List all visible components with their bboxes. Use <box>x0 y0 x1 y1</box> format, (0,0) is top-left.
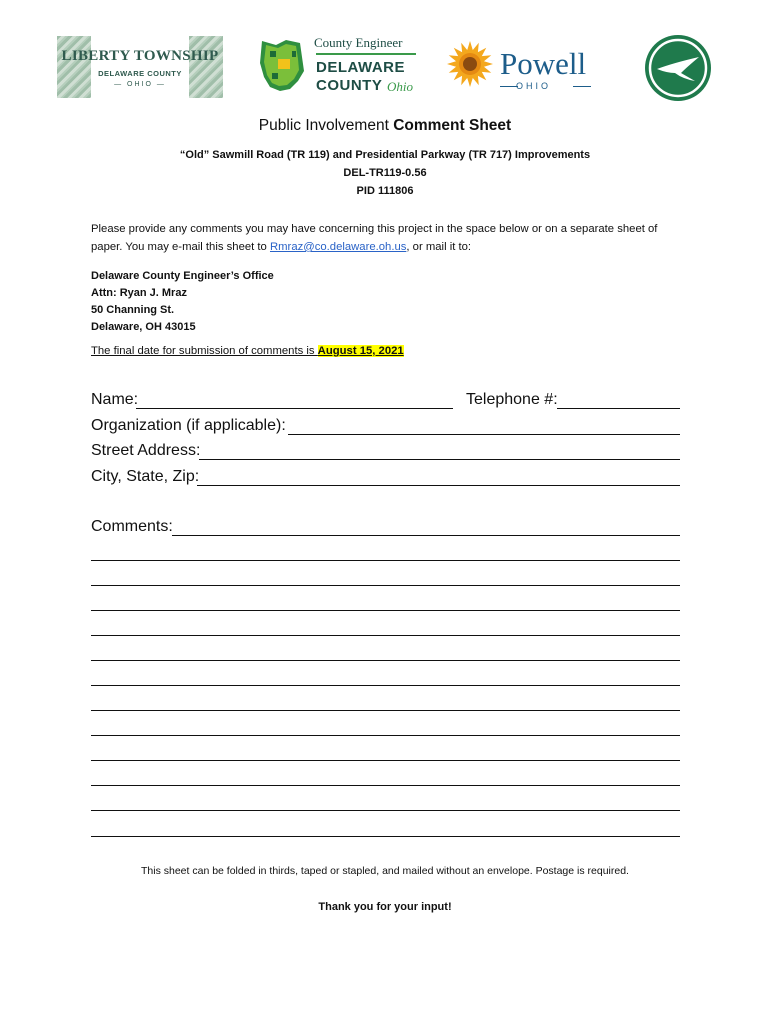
page-title <box>0 117 770 135</box>
tree-icon <box>189 36 223 98</box>
deadline-date: August 15, 2021 <box>317 345 404 357</box>
intro-text-end: , or mail it to: <box>406 241 472 253</box>
deadline-notice <box>91 345 404 357</box>
intro-paragraph <box>91 220 691 256</box>
deadline-text: The final date for submission of comments is <box>91 345 318 357</box>
comment-line[interactable] <box>91 836 680 837</box>
comment-line[interactable] <box>91 610 680 611</box>
comments-field[interactable] <box>172 535 680 536</box>
comment-line[interactable] <box>91 810 680 811</box>
liberty-logo-county: DELAWARE COUNTY <box>98 69 182 78</box>
address-line-attn: Attn: Ryan J. Mraz <box>91 287 187 299</box>
intro-text: Please provide any comments you may have concerning this project in the space below or on a separate sheet of paper. You may e-mail this sheet to <box>91 223 658 253</box>
thank-you-note: Thank you for your input! <box>318 901 452 913</box>
comment-line[interactable] <box>91 660 680 661</box>
title-regular: Public Involvement <box>258 117 394 134</box>
liberty-township-logo <box>57 36 223 98</box>
ohio-map-icon <box>256 37 308 93</box>
sunflower-icon <box>446 40 494 88</box>
comment-line[interactable] <box>91 785 680 786</box>
comment-line[interactable] <box>91 710 680 711</box>
mailing-note: This sheet can be folded in thirds, taped or stapled, and mailed without an envelope. Postage is required. <box>141 865 629 877</box>
comments-label: Comments: <box>91 518 173 535</box>
divider <box>573 86 591 87</box>
county-engineer-logo <box>256 35 420 97</box>
powell-logo-state: OHIO <box>516 81 552 91</box>
organization-field[interactable] <box>288 434 680 435</box>
comment-line[interactable] <box>91 635 680 636</box>
project-pid: PID 111806 <box>356 185 414 197</box>
organization-label: Organization (if applicable): <box>91 417 286 434</box>
liberty-logo-state: — OHIO — <box>114 81 166 88</box>
address-line-office: Delaware County Engineer’s Office <box>91 270 274 282</box>
comment-line[interactable] <box>91 760 680 761</box>
mailing-address <box>91 268 274 336</box>
odot-logo <box>643 33 713 103</box>
telephone-field[interactable] <box>557 408 680 409</box>
county-engineer-line2: COUNTY <box>316 77 383 94</box>
telephone-label: Telephone #: <box>466 391 558 408</box>
county-engineer-line1: DELAWARE <box>316 59 406 76</box>
city-state-zip-field[interactable] <box>197 485 680 486</box>
email-link[interactable]: Rmraz@co.delaware.oh.us <box>269 241 407 253</box>
project-code: DEL-TR119-0.56 <box>343 167 427 179</box>
comment-line[interactable] <box>91 685 680 686</box>
comment-line[interactable] <box>91 585 680 586</box>
name-field[interactable] <box>136 408 453 409</box>
liberty-logo-title: LIBERTY TOWNSHIP <box>61 48 219 64</box>
comment-line[interactable] <box>91 560 680 561</box>
street-address-label: Street Address: <box>91 442 201 459</box>
name-label: Name: <box>91 391 139 408</box>
odot-wing-icon <box>643 33 713 103</box>
address-line-city: Delaware, OH 43015 <box>91 321 196 333</box>
street-address-field[interactable] <box>199 459 680 460</box>
city-state-zip-label: City, State, Zip: <box>91 468 200 485</box>
comment-line[interactable] <box>91 735 680 736</box>
county-engineer-state: Ohio <box>387 79 413 94</box>
address-line-street: 50 Channing St. <box>91 304 175 316</box>
title-bold: Comment Sheet <box>393 117 512 134</box>
powell-logo <box>446 38 618 96</box>
project-name: “Old” Sawmill Road (TR 119) and Presidential Parkway (TR 717) Improvements <box>179 149 591 161</box>
county-engineer-heading: County Engineer <box>314 35 403 50</box>
divider <box>316 53 416 55</box>
tree-icon <box>57 36 91 98</box>
powell-logo-name: Powell <box>500 46 587 81</box>
